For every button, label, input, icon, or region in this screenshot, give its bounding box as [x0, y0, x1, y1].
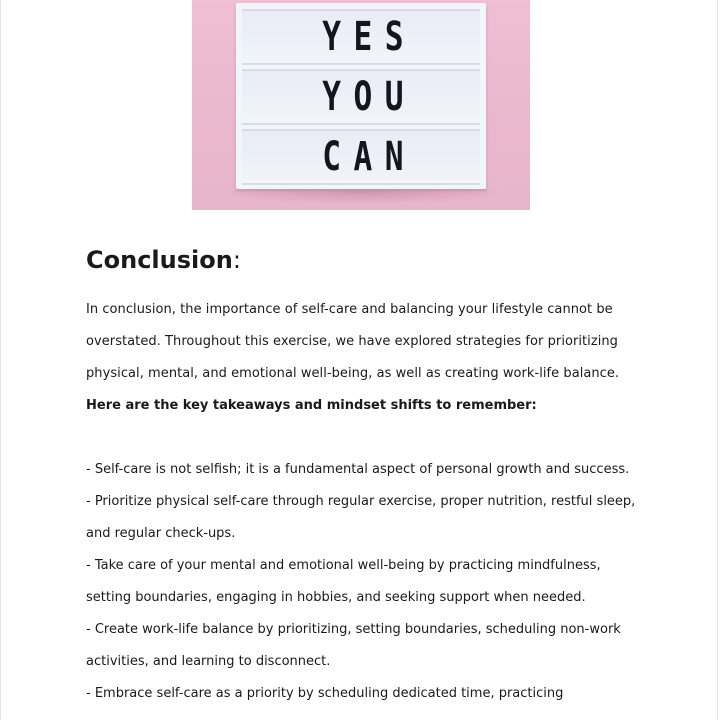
lightbox-row: [242, 69, 480, 125]
paragraph-line: physical, mental, and emotional well-being, as well as creating work-life balance.: [86, 366, 620, 381]
lightbox-row: [242, 9, 480, 65]
list-item: [86, 486, 646, 550]
heading-colon: :: [232, 246, 241, 274]
list-item: [86, 550, 646, 614]
section-heading: [86, 238, 646, 282]
list-item-line: activities, and learning to disconnect.: [86, 654, 331, 669]
list-item: [86, 614, 646, 678]
list-item-line: - Embrace self-care as a priority by scheduling dedicated time, practicing: [86, 686, 564, 701]
takeaways-list: [86, 454, 646, 710]
conclusion-paragraph: [86, 294, 646, 390]
blank-line: [86, 422, 646, 454]
list-item-line: and regular check-ups.: [86, 526, 236, 541]
lightbox-word: YOU: [322, 74, 416, 120]
list-item: [86, 678, 646, 710]
list-item: [86, 454, 646, 486]
heading-text: Conclusion: [86, 246, 233, 274]
hero-image: [192, 0, 530, 210]
lightbox-word: YES: [322, 14, 416, 60]
paragraph-line: overstated. Throughout this exercise, we have explored strategies for prioritizing: [86, 334, 618, 349]
takeaways-label: Here are the key takeaways and mindset shifts to remember:: [86, 398, 537, 413]
list-item-line: - Prioritize physical self-care through regular exercise, proper nutrition, restful sleep,: [86, 494, 636, 509]
list-item-line: setting boundaries, engaging in hobbies, and seeking support when needed.: [86, 590, 586, 605]
list-item-line: - Take care of your mental and emotional well-being by practicing mindfulness,: [86, 558, 601, 573]
lightbox-word: CAN: [322, 134, 416, 180]
list-item-line: - Create work-life balance by prioritizing, setting boundaries, scheduling non-work: [86, 622, 621, 637]
list-item-line: - Self-care is not selfish; it is a fundamental aspect of personal growth and success.: [86, 462, 630, 477]
conclusion-section: [86, 238, 646, 710]
lightbox-sign: [236, 3, 486, 189]
paragraph-line: In conclusion, the importance of self-care and balancing your lifestyle cannot be: [86, 302, 613, 317]
lightbox-row: [242, 129, 480, 185]
